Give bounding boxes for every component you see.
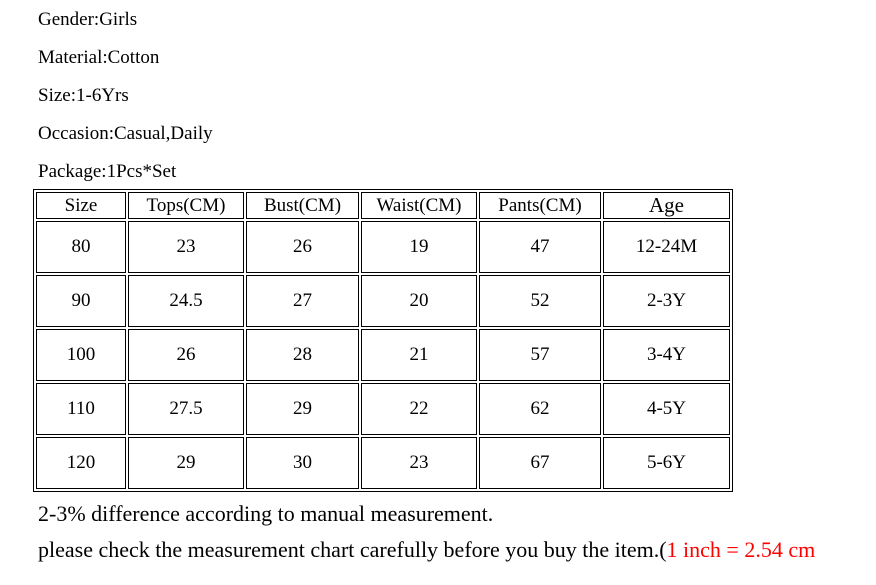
cell-size: 80 [36, 221, 126, 273]
measurement-difference-note: 2-3% difference according to manual measurement. [38, 501, 494, 526]
header-bust: Bust(CM) [246, 192, 359, 219]
cell-age: 3-4Y [603, 329, 730, 381]
table-row [36, 275, 730, 327]
check-note-text: please check the measurement chart carefully before you buy the item.( [38, 537, 667, 562]
cell-tops: 24.5 [128, 275, 244, 327]
table-row [36, 329, 730, 381]
cell-bust: 30 [246, 437, 359, 489]
cell-age: 5-6Y [603, 437, 730, 489]
cell-waist: 20 [361, 275, 477, 327]
cell-bust: 28 [246, 329, 359, 381]
cell-age: 4-5Y [603, 383, 730, 435]
cell-tops: 27.5 [128, 383, 244, 435]
cell-waist: 22 [361, 383, 477, 435]
cell-age: 12-24M [603, 221, 730, 273]
cell-size: 120 [36, 437, 126, 489]
spec-package: Package:1Pcs*Set [38, 161, 177, 182]
spec-gender: Gender:Girls [38, 9, 138, 30]
cell-size: 100 [36, 329, 126, 381]
spec-occasion: Occasion:Casual,Daily [38, 123, 213, 144]
cell-size: 90 [36, 275, 126, 327]
cell-waist: 21 [361, 329, 477, 381]
cell-tops: 23 [128, 221, 244, 273]
table-row [36, 221, 730, 273]
measurement-check-note [38, 537, 815, 563]
spec-material: Material:Cotton [38, 47, 160, 68]
spec-size: Size:1-6Yrs [38, 85, 129, 106]
cell-waist: 19 [361, 221, 477, 273]
header-age: Age [603, 192, 730, 219]
header-size: Size [36, 192, 126, 219]
table-row [36, 383, 730, 435]
cell-tops: 29 [128, 437, 244, 489]
cell-size: 110 [36, 383, 126, 435]
cell-tops: 26 [128, 329, 244, 381]
cell-bust: 27 [246, 275, 359, 327]
cell-waist: 23 [361, 437, 477, 489]
header-tops: Tops(CM) [128, 192, 244, 219]
cell-bust: 29 [246, 383, 359, 435]
header-pants: Pants(CM) [479, 192, 601, 219]
cell-pants: 52 [479, 275, 601, 327]
cell-bust: 26 [246, 221, 359, 273]
cell-pants: 57 [479, 329, 601, 381]
table-row [36, 437, 730, 489]
cell-age: 2-3Y [603, 275, 730, 327]
size-chart-table [33, 189, 733, 492]
cell-pants: 47 [479, 221, 601, 273]
cell-pants: 62 [479, 383, 601, 435]
inch-conversion-note: 1 inch = 2.54 cm [666, 537, 816, 562]
table-header-row [36, 192, 730, 219]
header-waist: Waist(CM) [361, 192, 477, 219]
cell-pants: 67 [479, 437, 601, 489]
